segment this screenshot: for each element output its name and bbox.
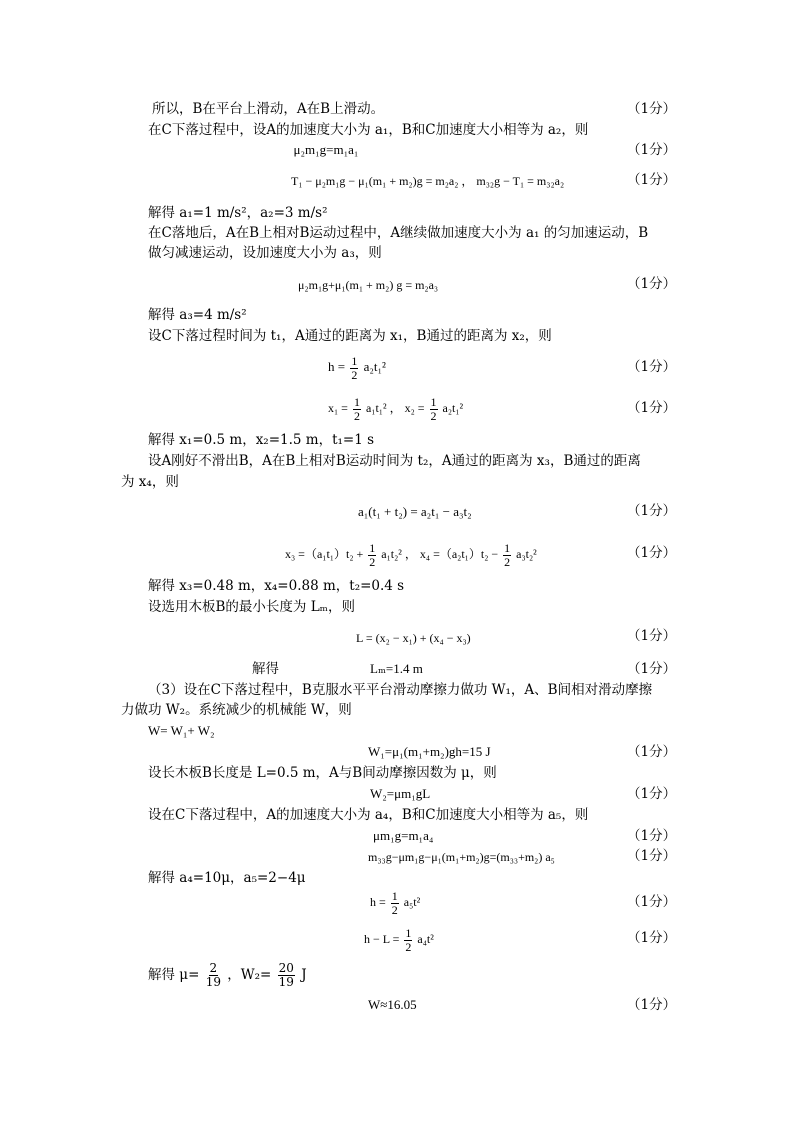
score-label: （1分） — [627, 828, 677, 844]
text-line: 解得 x₁=0.5 m，x₂=1.5 m，t₁=1 s — [148, 432, 375, 448]
fraction-numerator: 1 — [504, 540, 511, 555]
text-part: 解得 μ= — [148, 967, 200, 983]
score-label: （1分） — [627, 400, 677, 416]
equation-part: a₁t₁² ， x₂ = — [365, 401, 425, 415]
equation-part: a₁t₂² ， x₄ =（a₂t₁）t₂ − — [381, 547, 499, 561]
text-line: 解得 a₁=1 m/s²，a₂=3 m/s² — [148, 205, 328, 221]
fraction — [430, 396, 438, 423]
score-label: （1分） — [627, 997, 677, 1013]
text-line: 为 x₄，则 — [121, 474, 179, 490]
equation-part: a₄t² — [417, 932, 434, 946]
equation: a₁(t₁ + t₂) = a₂t₁ − a₃t₂ — [358, 504, 472, 519]
score-label: （1分） — [627, 101, 677, 117]
equation: m₃₃g−μm₁g−μ₁(m₁+m₂)g=(m₃₃+m₂) a₅ — [368, 850, 555, 864]
equation: Lₘ=1.4 m — [370, 661, 423, 676]
fraction-numerator: 1 — [353, 394, 360, 409]
fraction-denominator: 2 — [405, 939, 412, 954]
fraction-numerator: 1 — [351, 353, 358, 368]
equation: W₂=μm₁gL — [370, 786, 431, 801]
text-part: J — [301, 967, 307, 983]
fraction — [350, 355, 358, 382]
fraction-denominator: 2 — [430, 408, 437, 423]
score-label: （1分） — [627, 744, 677, 760]
score-label: （1分） — [627, 661, 677, 677]
score-label: （1分） — [627, 276, 677, 292]
score-label: （1分） — [627, 848, 677, 864]
fraction — [503, 542, 511, 569]
text-line: 解得 — [252, 661, 279, 677]
text-line: 所以，B在平台上滑动，A在B上滑动。 — [152, 101, 385, 117]
equation-part: h − L = — [364, 932, 400, 946]
score-label: （1分） — [627, 628, 677, 644]
text-line: （3）设在C下落过程中，B克服水平平台滑动摩擦力做功 W₁，A、B间相对滑动摩擦 — [148, 682, 653, 698]
score-label: （1分） — [627, 930, 677, 946]
text-line: 设在C下落过程中，A的加速度大小为 a₄，B和C加速度大小相等为 a₅，则 — [148, 807, 589, 823]
text-line: 力做功 W₂。系统减少的机械能 W，则 — [121, 702, 352, 718]
text-line: 在C下落过程中，设A的加速度大小为 a₁，B和C加速度大小相等为 a₂，则 — [148, 122, 589, 138]
text-line: 做匀减速运动，设加速度大小为 a₃，则 — [148, 245, 382, 261]
score-label: （1分） — [627, 545, 677, 561]
text-line: 设C下落过程时间为 t₁，A通过的距离为 x₁，B通过的距离为 x₂，则 — [148, 328, 552, 344]
fraction-numerator: 20 — [278, 961, 294, 975]
text-line: 解得 a₄=10μ，a₅=2−4μ — [148, 870, 306, 886]
fraction — [368, 542, 376, 569]
equation — [364, 925, 434, 954]
equation: W= W₁+ W₂ — [148, 723, 215, 738]
text-line: 解得 x₃=0.48 m，x₄=0.88 m，t₂=0.4 s — [148, 578, 405, 594]
score-label: （1分） — [627, 172, 677, 188]
text-line: 解得 a₃=4 m/s² — [148, 307, 247, 323]
equation: W₁=μ₁(m₁+m₂)gh=15 J — [368, 744, 491, 759]
fraction-denominator: 2 — [351, 367, 358, 382]
fraction-denominator: 2 — [504, 554, 511, 569]
equation-part: a₃t₂² — [516, 547, 537, 561]
text-line: 设长木板B长度是 L=0.5 m，A与B间动摩擦因数为 μ，则 — [148, 765, 497, 781]
equation-part: x₁ = — [328, 401, 348, 415]
fraction-numerator: 1 — [430, 394, 437, 409]
fraction — [404, 927, 412, 954]
fraction-denominator: 19 — [278, 975, 294, 989]
fraction-denominator: 2 — [391, 902, 398, 917]
fraction-denominator: 2 — [369, 554, 376, 569]
score-label: （1分） — [627, 359, 677, 375]
equation-part: a₂t₁² — [442, 401, 464, 415]
fraction-numerator: 1 — [405, 925, 412, 940]
score-label: （1分） — [627, 894, 677, 910]
fraction — [278, 962, 295, 989]
fraction-denominator: 2 — [353, 408, 360, 423]
fraction-numerator: 2 — [209, 961, 218, 975]
equation — [285, 540, 537, 569]
text-line: 设选用木板B的最小长度为 Lₘ，则 — [148, 599, 355, 615]
score-label: （1分） — [627, 503, 677, 519]
text-line — [148, 961, 307, 989]
equation-part: h = — [328, 359, 346, 374]
equation: W≈16.05 — [368, 997, 417, 1012]
fraction — [353, 396, 361, 423]
text-line: 在C落地后，A在B上相对B运动过程中，A继续做加速度大小为 a₁ 的匀加速运动，B — [148, 225, 649, 241]
equation: μ₂m₁g+μ₁(m₁ + m₂) g = m₂a₃ — [298, 278, 439, 292]
fraction-numerator: 1 — [391, 888, 398, 903]
equation: T₁ − μ₂m₁g − μ₁(m₁ + m₂)g = m₂a₂ ， m₃₂g − T₁ = m₃₂a₂ — [291, 174, 565, 188]
equation-part: a₂t₁² — [363, 359, 386, 374]
equation-part: x₃ =（a₁t₁）t₂ + — [285, 547, 364, 561]
text-line: 设A刚好不滑出B，A在B上相对B运动时间为 t₂，A通过的距离为 x₃，B通过的距离 — [148, 453, 641, 469]
equation: μ₂m₁g=m₁a₁ — [293, 142, 359, 157]
score-label: （1分） — [627, 142, 677, 158]
fraction — [206, 962, 221, 989]
fraction — [391, 890, 399, 917]
equation — [370, 888, 420, 917]
fraction-numerator: 1 — [369, 540, 376, 555]
equation — [328, 394, 463, 423]
equation-part: h = — [370, 895, 386, 909]
fraction-denominator: 19 — [205, 975, 221, 989]
equation — [328, 353, 386, 382]
score-label: （1分） — [627, 786, 677, 802]
text-part: ，W₂= — [227, 967, 272, 983]
equation: μm₁g=m₁a₄ — [373, 828, 434, 843]
equation-part: a₅t² — [403, 895, 421, 909]
equation: L = (x₂ − x₁) + (x₄ − x₃) — [356, 631, 471, 645]
